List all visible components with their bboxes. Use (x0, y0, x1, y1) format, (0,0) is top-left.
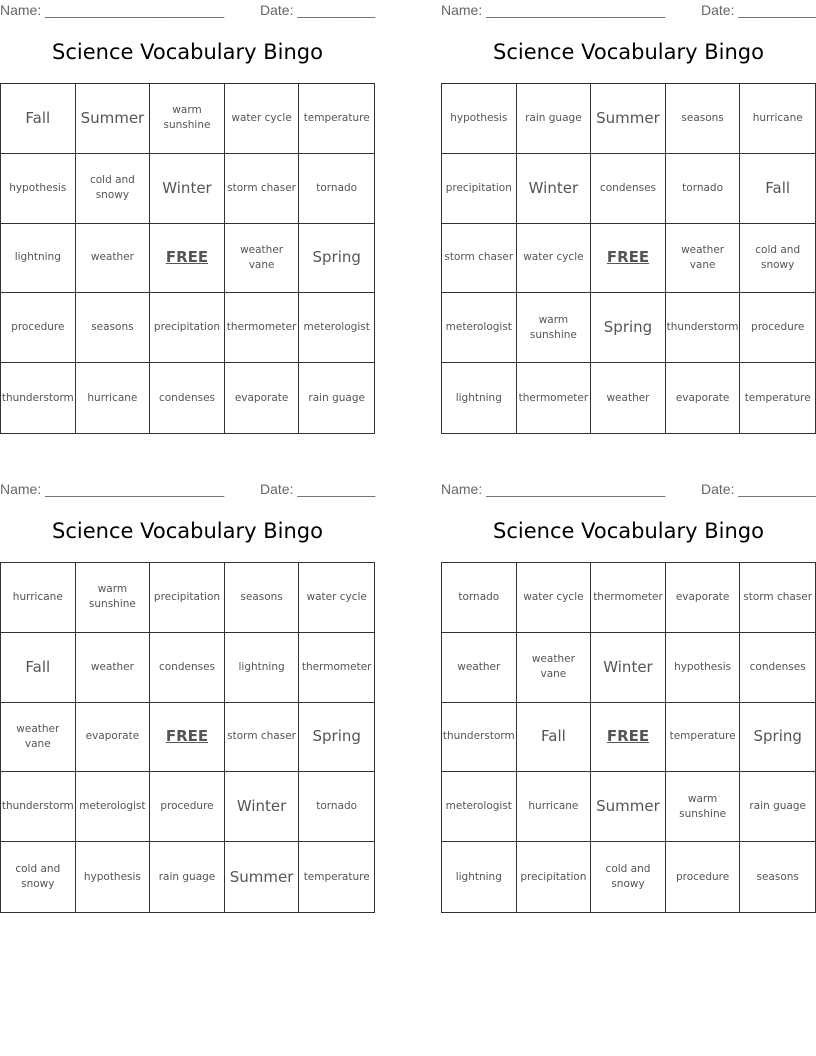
bingo-cell: tornado (666, 154, 741, 224)
bingo-cell: thunderstorm (1, 363, 76, 433)
bingo-cell: evaporate (76, 703, 151, 773)
bingo-grid (441, 83, 816, 434)
bingo-cell: condenses (740, 633, 815, 703)
bingo-cell: evaporate (666, 363, 741, 433)
date-field-label: Date: __________ (701, 481, 816, 497)
bingo-cell: hurricane (76, 363, 151, 433)
bingo-cell: precipitation (517, 842, 592, 912)
bingo-cell: cold and snowy (76, 154, 151, 224)
bingo-cell: Winter (517, 154, 592, 224)
free-space-cell: FREE (591, 224, 666, 294)
bingo-cell: tornado (299, 772, 374, 842)
bingo-cell: precipitation (150, 293, 225, 363)
bingo-cell: rain guage (308, 391, 365, 404)
bingo-cell: cold and snowy (1, 842, 76, 912)
bingo-cell: thermometer (517, 363, 592, 433)
bingo-cell: Summer (76, 84, 151, 154)
bingo-cell: lightning (1, 224, 76, 294)
bingo-cell: storm chaser (740, 563, 815, 633)
bingo-cell: meterologist (442, 293, 517, 363)
bingo-cell: condenses (591, 154, 666, 224)
bingo-cell: Winter (591, 633, 666, 703)
bingo-cell: rain guage (517, 84, 592, 154)
bingo-card-2 (441, 0, 816, 440)
bingo-card-3 (0, 479, 375, 919)
bingo-cell: thunderstorm (442, 703, 517, 773)
bingo-cell: procedure (740, 293, 815, 363)
bingo-cell: Summer (591, 84, 666, 154)
bingo-cell: temperature (299, 84, 374, 154)
bingo-cell: water cycle (517, 563, 592, 633)
bingo-cell: weather vane (666, 224, 741, 294)
bingo-cell: hypothesis (76, 842, 151, 912)
bingo-cell: Winter (150, 154, 225, 224)
bingo-cell: temperature (666, 703, 741, 773)
bingo-cell: seasons (756, 870, 799, 883)
bingo-cell: procedure (150, 772, 225, 842)
bingo-cell: hurricane (517, 772, 592, 842)
bingo-cell: temperature (744, 391, 811, 404)
name-field-label: Name: _______________________ (0, 481, 225, 497)
bingo-cell: Winter (225, 772, 300, 842)
bingo-cell: procedure (666, 842, 741, 912)
bingo-cell: warm sunshine (666, 772, 741, 842)
bingo-cell: seasons (666, 84, 741, 154)
bingo-card-4 (441, 479, 816, 919)
bingo-cell: Spring (591, 293, 666, 363)
bingo-cell: warm sunshine (517, 293, 592, 363)
bingo-cell: Summer (591, 772, 666, 842)
bingo-cell: evaporate (666, 563, 741, 633)
date-field-label: Date: __________ (701, 2, 816, 18)
bingo-cell: weather (76, 224, 151, 294)
bingo-cell: water cycle (225, 84, 300, 154)
bingo-cell: rain guage (150, 842, 225, 912)
bingo-grid (0, 562, 375, 913)
bingo-cell: thunderstorm (1, 772, 76, 842)
bingo-cell: warm sunshine (76, 563, 151, 633)
bingo-cell: precipitation (442, 154, 517, 224)
card-title: Science Vocabulary Bingo (52, 40, 323, 64)
bingo-cell: Spring (299, 224, 374, 294)
bingo-cell: seasons (225, 563, 300, 633)
bingo-cell: thermometer (299, 633, 374, 703)
date-field-label: Date: __________ (260, 2, 376, 18)
bingo-cell: water cycle (517, 224, 592, 294)
bingo-cell: weather vane (517, 633, 592, 703)
bingo-cell: meterologist (76, 772, 151, 842)
card-title: Science Vocabulary Bingo (493, 519, 764, 543)
bingo-card-1 (0, 0, 375, 440)
bingo-cell: temperature (303, 870, 370, 883)
bingo-cell: evaporate (225, 363, 300, 433)
bingo-cell: condenses (150, 633, 225, 703)
bingo-cell: hurricane (1, 563, 76, 633)
free-space-cell: FREE (150, 703, 225, 773)
bingo-cell: rain guage (740, 772, 815, 842)
bingo-cell: weather vane (225, 224, 300, 294)
bingo-grid (441, 562, 816, 913)
bingo-cell: hypothesis (666, 633, 741, 703)
bingo-grid (0, 83, 375, 434)
bingo-cell: tornado (442, 563, 517, 633)
free-space-cell: FREE (591, 703, 666, 773)
bingo-cell: thermometer (225, 293, 300, 363)
bingo-cell: Fall (1, 84, 76, 154)
name-field-label: Name: _______________________ (441, 481, 666, 497)
bingo-cell: weather (591, 363, 666, 433)
bingo-cell: warm sunshine (150, 84, 225, 154)
bingo-cell: meterologist (299, 293, 374, 363)
bingo-cell: seasons (76, 293, 151, 363)
card-title: Science Vocabulary Bingo (493, 40, 764, 64)
free-space-cell: FREE (150, 224, 225, 294)
bingo-cell: cold and snowy (740, 224, 815, 294)
bingo-cell: tornado (299, 154, 374, 224)
bingo-cell: Fall (1, 633, 76, 703)
date-field-label: Date: __________ (260, 481, 376, 497)
name-field-label: Name: _______________________ (441, 2, 666, 18)
bingo-cell: weather (442, 633, 517, 703)
bingo-cell: cold and snowy (591, 842, 666, 912)
bingo-cell: Summer (225, 842, 300, 912)
bingo-cell: Spring (299, 703, 374, 773)
bingo-cell: water cycle (299, 563, 374, 633)
name-field-label: Name: _______________________ (0, 2, 225, 18)
bingo-cell: weather (76, 633, 151, 703)
bingo-cell: hypothesis (442, 84, 517, 154)
bingo-cell: lightning (225, 633, 300, 703)
card-title: Science Vocabulary Bingo (52, 519, 323, 543)
bingo-cell: Fall (740, 154, 815, 224)
bingo-cell: Spring (740, 703, 815, 773)
bingo-cell: thunderstorm (666, 293, 741, 363)
bingo-cell: procedure (1, 293, 76, 363)
bingo-cell: storm chaser (225, 154, 300, 224)
bingo-cell: meterologist (442, 772, 517, 842)
bingo-cell: storm chaser (442, 224, 517, 294)
bingo-cell: condenses (150, 363, 225, 433)
bingo-cell: lightning (442, 363, 517, 433)
bingo-cell: lightning (442, 842, 517, 912)
bingo-cell: weather vane (1, 703, 76, 773)
bingo-cell: thermometer (591, 563, 666, 633)
bingo-cell: hurricane (740, 84, 815, 154)
bingo-cell: hypothesis (1, 154, 76, 224)
bingo-cell: storm chaser (225, 703, 300, 773)
bingo-cell: precipitation (150, 563, 225, 633)
bingo-cell: Fall (517, 703, 592, 773)
